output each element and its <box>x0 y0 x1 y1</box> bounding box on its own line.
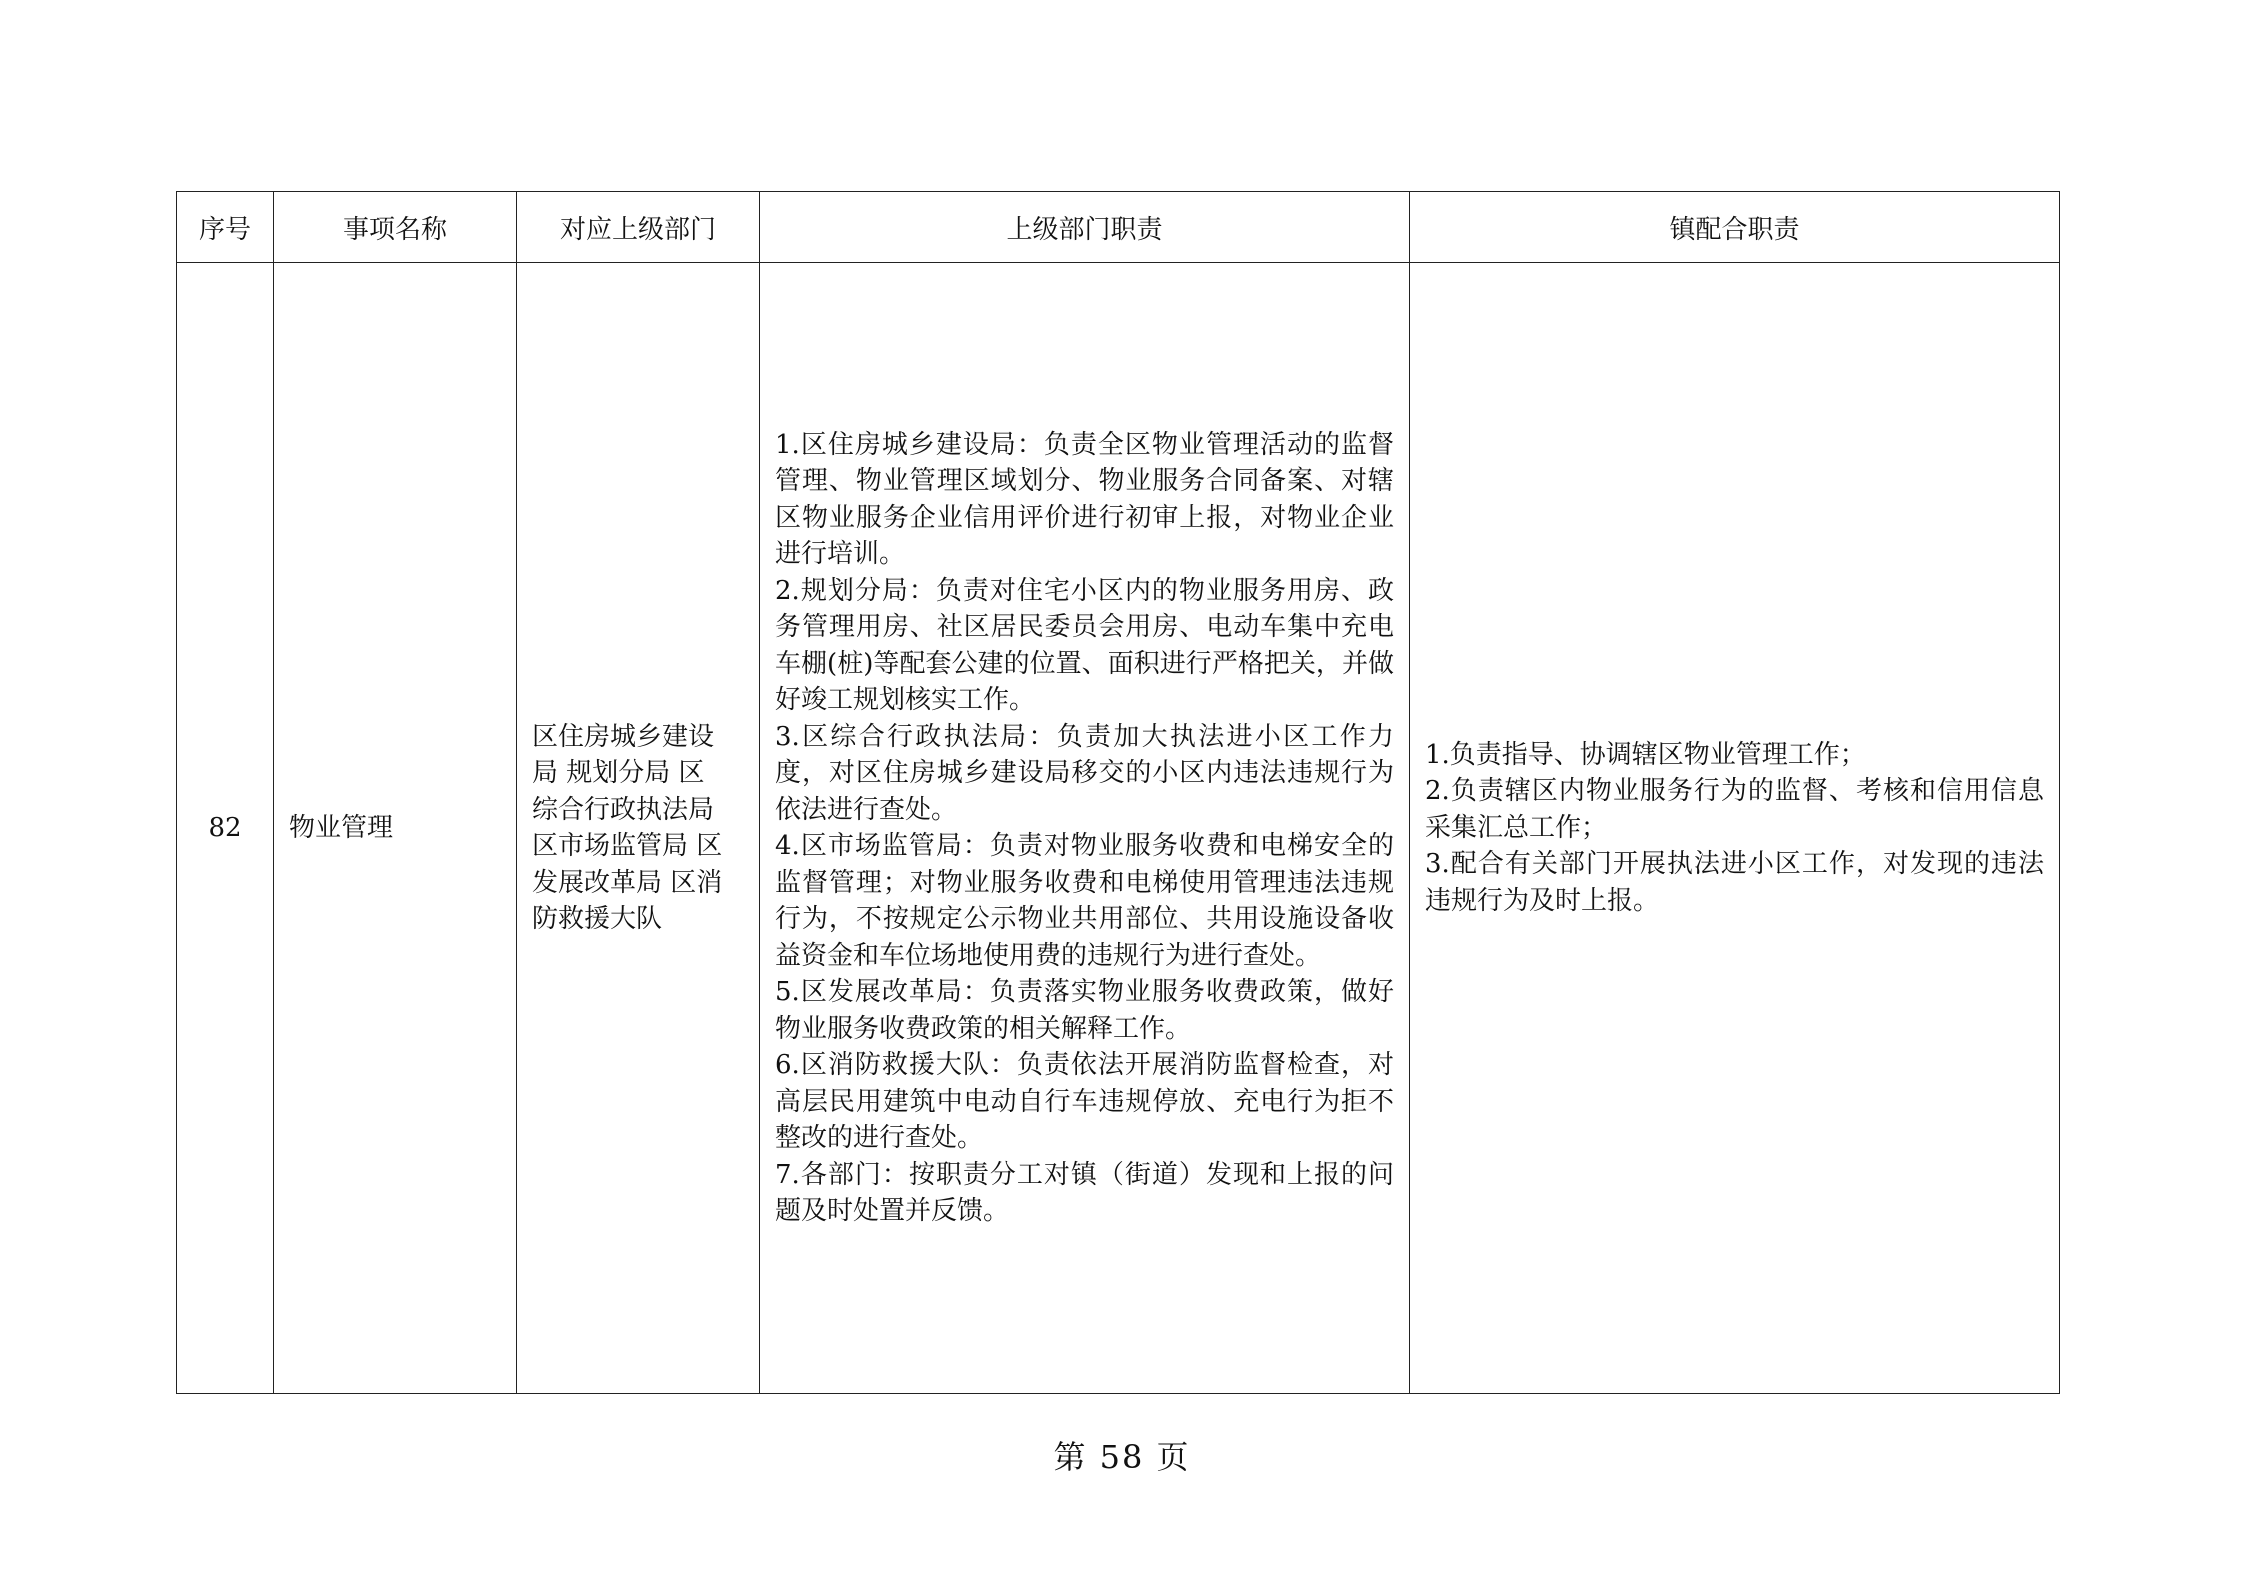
cell-no: 82 <box>177 263 274 1394</box>
dept-line: 防救援大队 <box>532 904 663 934</box>
responsibility-table <box>176 191 2060 1394</box>
cell-upper-dept <box>517 263 760 1394</box>
cell-town-duties <box>1410 263 2060 1394</box>
upper-duty-item: 7.各部门：按职责分工对镇（街道）发现和上报的问题及时处置并反馈。 <box>775 1159 1394 1226</box>
table-row <box>177 263 2060 1394</box>
dept-line: 综合行政执法局 <box>532 794 715 825</box>
header-item-name: 事项名称 <box>274 192 517 263</box>
header-upper-dept: 对应上级部门 <box>517 192 760 263</box>
upper-duty-item: 4.区市场监管局：负责对物业服务收费和电梯安全的监督管理；对物业服务收费和电梯使用管理违法违规行为，不按规定公示物业共用部位、共用设施设备收益资金和车位场地使用费的违规行为进行查处。 <box>775 831 1394 971</box>
town-duty-item: 1.负责指导、协调辖区物业管理工作； <box>1425 739 1866 770</box>
upper-duty-item: 1.区住房城乡建设局：负责全区物业管理活动的监督管理、物业管理区域划分、物业服务合同备案、对辖区物业服务企业信用评价进行初审上报，对物业企业进行培训。 <box>775 429 1394 569</box>
upper-duty-item: 6.区消防救援大队：负责依法开展消防监督检查，对高层民用建筑中电动自行车违规停放、充电行为拒不整改的进行查处。 <box>775 1050 1394 1153</box>
page-number: 第 58 页 <box>1053 1438 1191 1476</box>
dept-line: 区住房城乡建设 <box>532 721 715 752</box>
upper-duty-item: 3.区综合行政执法局：负责加大执法进小区工作力度，对区住房城乡建设局移交的小区内违法违规行为依法进行查处。 <box>775 721 1394 825</box>
header-no: 序号 <box>177 192 274 263</box>
dept-line: 区市场监管局 区 <box>532 831 723 861</box>
dept-line: 局 规划分局 区 <box>532 758 705 788</box>
cell-item-name: 物业管理 <box>274 263 517 1394</box>
table-header-row <box>177 192 2060 263</box>
dept-line: 发展改革局 区消 <box>532 867 723 898</box>
town-duty-item: 2.负责辖区内物业服务行为的监督、考核和信用信息采集汇总工作； <box>1425 776 2044 843</box>
upper-duty-item: 2.规划分局：负责对住宅小区内的物业服务用房、政务管理用房、社区居民委员会用房、电动车集中充电车棚(桩)等配套公建的位置、面积进行严格把关，并做好竣工规划核实工作。 <box>775 575 1394 715</box>
town-duty-item: 3.配合有关部门开展执法进小区工作，对发现的违法违规行为及时上报。 <box>1425 849 2044 916</box>
header-upper-duties: 上级部门职责 <box>760 192 1410 263</box>
cell-upper-duties <box>760 263 1410 1394</box>
upper-duty-item: 5.区发展改革局：负责落实物业服务收费政策，做好物业服务收费政策的相关解释工作。 <box>775 977 1394 1044</box>
header-town-duties: 镇配合职责 <box>1410 192 2060 263</box>
